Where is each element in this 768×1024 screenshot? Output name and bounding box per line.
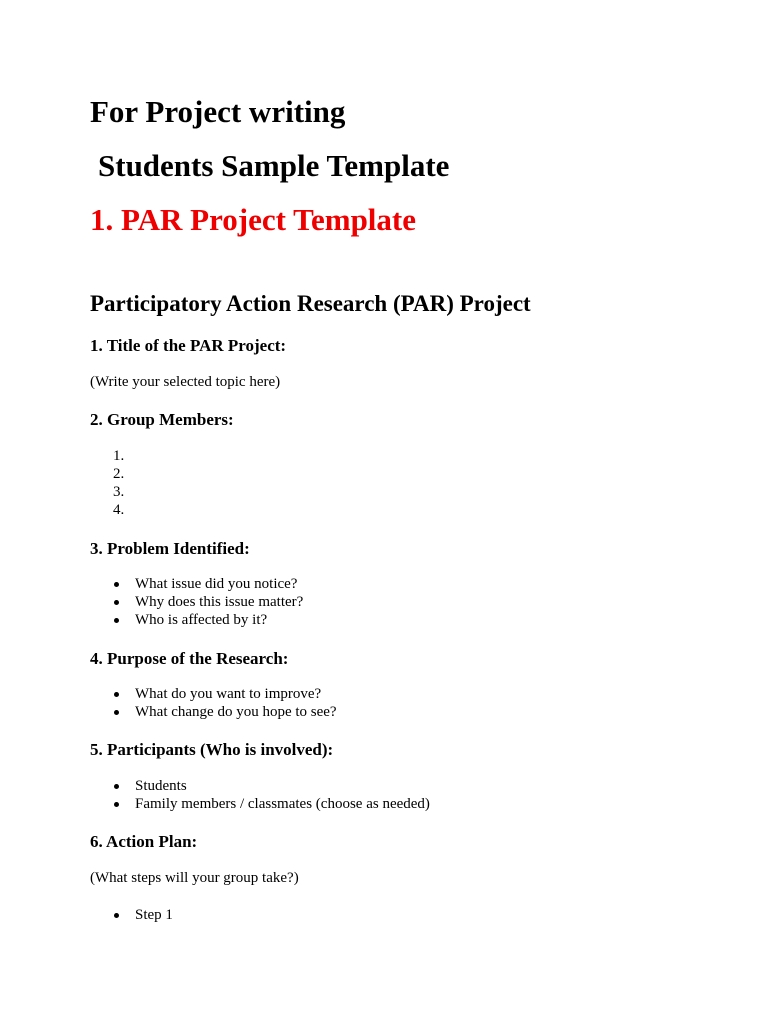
bullet-icon <box>114 784 119 789</box>
bullet-icon <box>114 710 119 715</box>
bullet-icon <box>114 913 119 918</box>
item-group-heading: 2. Group Members: <box>90 410 234 429</box>
template-heading: 1. PAR Project Template <box>90 202 416 237</box>
group-member-number: 3. <box>113 484 125 500</box>
list-item: Step 1 <box>135 907 173 923</box>
list-item: What issue did you notice? <box>135 576 298 592</box>
bullet-icon <box>114 600 119 605</box>
bullet-icon <box>114 618 119 623</box>
list-item: What change do you hope to see? <box>135 704 337 720</box>
list-item: Why does this issue matter? <box>135 594 304 610</box>
list-item: Who is affected by it? <box>135 612 268 628</box>
list-item: Family members / classmates (choose as needed) <box>135 796 430 812</box>
document-title: For Project writing <box>90 94 346 129</box>
item-action-heading: 6. Action Plan: <box>90 832 198 851</box>
list-item: Students <box>135 778 187 794</box>
group-member-number: 2. <box>113 466 125 482</box>
list-item: What do you want to improve? <box>135 686 322 702</box>
item-action-note: (What steps will your group take?) <box>90 870 299 886</box>
bullet-icon <box>114 582 119 587</box>
section-heading: Participatory Action Research (PAR) Project <box>90 291 531 316</box>
item-problem-heading: 3. Problem Identified: <box>90 539 250 558</box>
group-member-number: 1. <box>113 448 125 464</box>
document-subtitle: Students Sample Template <box>98 148 450 183</box>
item-title-note: (Write your selected topic here) <box>90 374 281 390</box>
group-member-number: 4. <box>113 502 125 518</box>
bullet-icon <box>114 802 119 807</box>
bullet-icon <box>114 692 119 697</box>
item-participants-heading: 5. Participants (Who is involved): <box>90 740 334 759</box>
item-purpose-heading: 4. Purpose of the Research: <box>90 649 289 668</box>
item-title-heading: 1. Title of the PAR Project: <box>90 336 287 355</box>
